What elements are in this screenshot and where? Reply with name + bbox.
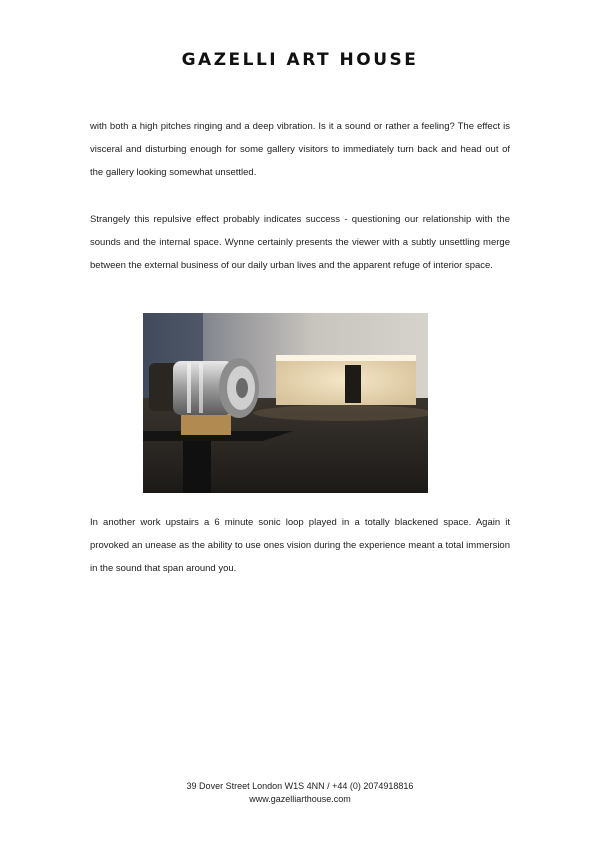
paragraph-2: Strangely this repulsive effect probably indicates success - questioning our relationship with the sounds and the internal space. Wynne certainly presents the viewer with a subtly unsettling merge between the external business of our daily urban lives and the apparent refuge of interior space. [90,214,510,271]
installation-photo [143,313,428,493]
footer-address: 39 Dover Street London W1S 4NN / +44 (0) 2074918816 [186,781,414,791]
gallery-name-header: GAZELLI ART HOUSE [181,50,419,70]
footer-website[interactable]: www.gazelliarthouse.com [249,794,351,804]
paragraph-1: with both a high pitches ringing and a deep vibration. Is it a sound or rather a feeling? The effect is visceral and disturbing enough for some gallery visitors to immediately turn back and head out of the gallery looking somewhat unsettled. [90,121,510,178]
paragraph-3: In another work upstairs a 6 minute sonic loop played in a totally blackened space. Again it provoked an unease as the ability to use ones vision during the experience meant a total immersion in the sound that span around you. [90,517,510,574]
footer [0,780,600,806]
